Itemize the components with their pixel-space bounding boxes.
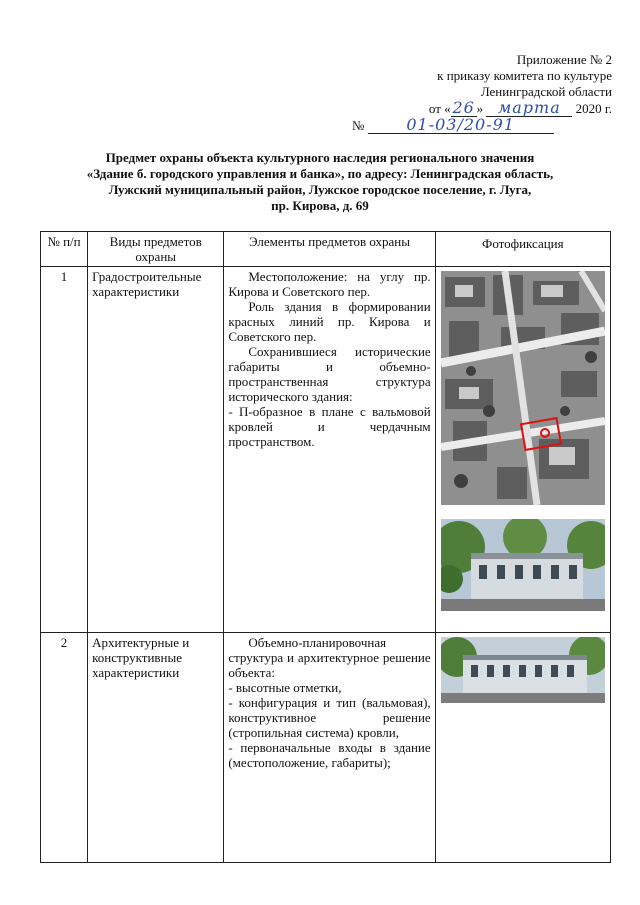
order-number-value: 01-03/20-91 xyxy=(368,117,554,134)
table-header-row xyxy=(41,232,611,267)
building-photo-2 xyxy=(441,637,605,703)
aerial-map-photo xyxy=(441,271,605,505)
appendix-line-3: Ленинградской области xyxy=(480,84,612,99)
row-number: 2 xyxy=(41,633,88,863)
header-kind: Виды предметов охраны xyxy=(88,232,224,267)
order-number: № 01-03/20-91 xyxy=(352,117,612,134)
order-month: марта xyxy=(486,100,572,117)
row-photos xyxy=(435,267,610,633)
building-photo-1 xyxy=(441,519,605,611)
order-date: от « 26 » марта 2020 г. xyxy=(428,98,612,117)
order-year: 2020 г. xyxy=(575,101,612,116)
appendix-line-2: к приказу комитета по культуре xyxy=(437,68,612,83)
row-elements: Местоположение: на углу пр. Кирова и Советского пер. Роль здания в формировании красных линий пр. Кирова и Советского пер. Сохранившиеся исторические габариты и объемно-пространственная структура исторического здания: - П-образное в плане с вальмовой кровлей и чердачным пространством. xyxy=(224,267,435,633)
header-photo: Фотофиксация xyxy=(435,232,610,267)
header-elements: Элементы предметов охраны xyxy=(224,232,435,267)
row-kind: Архитектурные и конструктивные характеристики xyxy=(88,633,224,863)
row-elements: Объемно-планировочная структура и архитектурное решение объекта: - высотные отметки, - конфигурация и тип (вальмовая), конструктивное решение (стропильная система) кровли, - первоначальные входы в здание (местоположение, габариты); xyxy=(224,633,435,863)
protection-table xyxy=(40,231,611,863)
appendix-header xyxy=(282,52,612,134)
table-row xyxy=(41,267,611,633)
document-title: Предмет охраны объекта культурного наследия регионального значения «Здание б. городского управления и банка», по адресу: Ленинградская область, Лужский муниципальный район, Лужское городское поселение, г. Луга, пр. Кирова, д. 69 xyxy=(86,150,554,213)
row-number: 1 xyxy=(41,267,88,633)
table-row xyxy=(41,633,611,863)
header-number: № п/п xyxy=(41,232,88,267)
row-kind: Градостроительные характеристики xyxy=(88,267,224,633)
order-day: 26 xyxy=(452,98,475,117)
row-photos xyxy=(435,633,610,863)
appendix-line-1: Приложение № 2 xyxy=(516,52,612,67)
